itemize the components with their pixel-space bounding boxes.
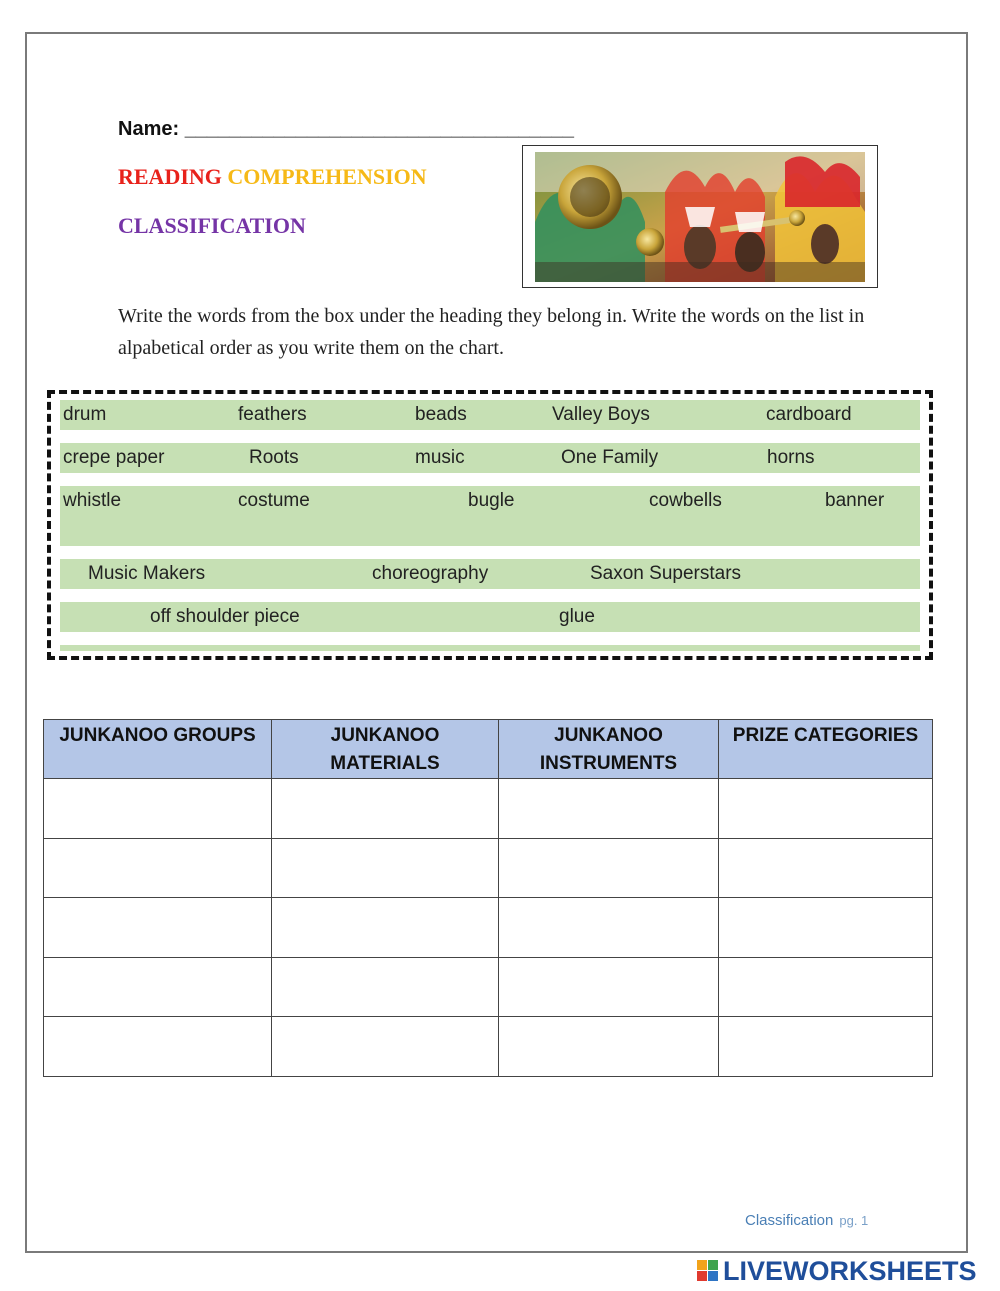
word-item: music [415, 447, 465, 468]
word-item: drum [63, 404, 107, 425]
word-item: glue [559, 606, 595, 627]
word-item: whistle [63, 490, 122, 511]
answer-cell[interactable] [499, 898, 719, 958]
page-title [118, 164, 427, 190]
answer-cell[interactable] [272, 779, 499, 839]
liveworksheets-icon [697, 1260, 719, 1282]
word-item: bugle [468, 490, 515, 511]
table-row [44, 898, 933, 958]
answer-cell[interactable] [44, 779, 272, 839]
word-item: feathers [238, 404, 307, 425]
word-item: costume [238, 490, 310, 511]
liveworksheets-logo[interactable] [697, 1256, 977, 1286]
answer-cell[interactable] [719, 898, 933, 958]
title-comprehension: COMPREHENSION [227, 164, 427, 189]
answer-cell[interactable] [499, 957, 719, 1017]
classification-chart [43, 719, 933, 1077]
name-field[interactable]: Name: ___________________________________ [118, 118, 574, 140]
answer-cell[interactable] [499, 779, 719, 839]
header-prize-categories: PRIZE CATEGORIES [719, 720, 933, 779]
answer-cell[interactable] [272, 1017, 499, 1077]
answer-cell[interactable] [44, 1017, 272, 1077]
footer-label: Classification [745, 1212, 834, 1229]
answer-cell[interactable] [272, 898, 499, 958]
word-item: Music Makers [88, 563, 206, 584]
answer-cell[interactable] [499, 1017, 719, 1077]
brand-name: LIVEWORKSHEETS [723, 1255, 977, 1286]
word-item: cowbells [649, 490, 722, 511]
answer-cell[interactable] [44, 838, 272, 898]
word-item: Saxon Superstars [590, 563, 742, 584]
answer-cell[interactable] [719, 957, 933, 1017]
header-junkanoo-groups: JUNKANOO GROUPS [44, 720, 272, 779]
word-item: horns [767, 447, 815, 468]
table-row [44, 779, 933, 839]
answer-cell[interactable] [44, 957, 272, 1017]
word-item: choreography [372, 563, 489, 584]
word-item: banner [825, 490, 885, 511]
word-item: off shoulder piece [150, 606, 300, 627]
instructions-text: Write the words from the box under the heading they belong in. Write the words on the list in alpabetical order as you write them on the chart. [118, 305, 865, 359]
page-footer [745, 1212, 868, 1229]
table-row [44, 957, 933, 1017]
page-number: pg. 1 [839, 1213, 869, 1228]
answer-cell[interactable] [719, 1017, 933, 1077]
word-item: crepe paper [63, 447, 165, 468]
word-row-6 [60, 645, 920, 651]
word-item: Valley Boys [552, 404, 650, 425]
title-reading: READING [118, 164, 222, 189]
table-row [44, 838, 933, 898]
chart-header-row [44, 720, 933, 779]
answer-cell[interactable] [44, 898, 272, 958]
word-item: One Family [561, 447, 659, 468]
header-junkanoo-instruments: JUNKANOO INSTRUMENTS [499, 720, 719, 779]
answer-cell[interactable] [272, 838, 499, 898]
word-item: beads [415, 404, 467, 425]
junkanoo-band-illustration [535, 152, 865, 282]
page-subtitle: CLASSIFICATION [118, 213, 306, 238]
answer-cell[interactable] [272, 957, 499, 1017]
junkanoo-photo [535, 152, 865, 282]
word-item: cardboard [766, 404, 852, 425]
header-junkanoo-materials: JUNKANOO MATERIALS [272, 720, 499, 779]
answer-cell[interactable] [499, 838, 719, 898]
table-row [44, 1017, 933, 1077]
answer-cell[interactable] [719, 779, 933, 839]
word-item: Roots [249, 447, 299, 468]
photo-frame [522, 145, 878, 288]
answer-cell[interactable] [719, 838, 933, 898]
